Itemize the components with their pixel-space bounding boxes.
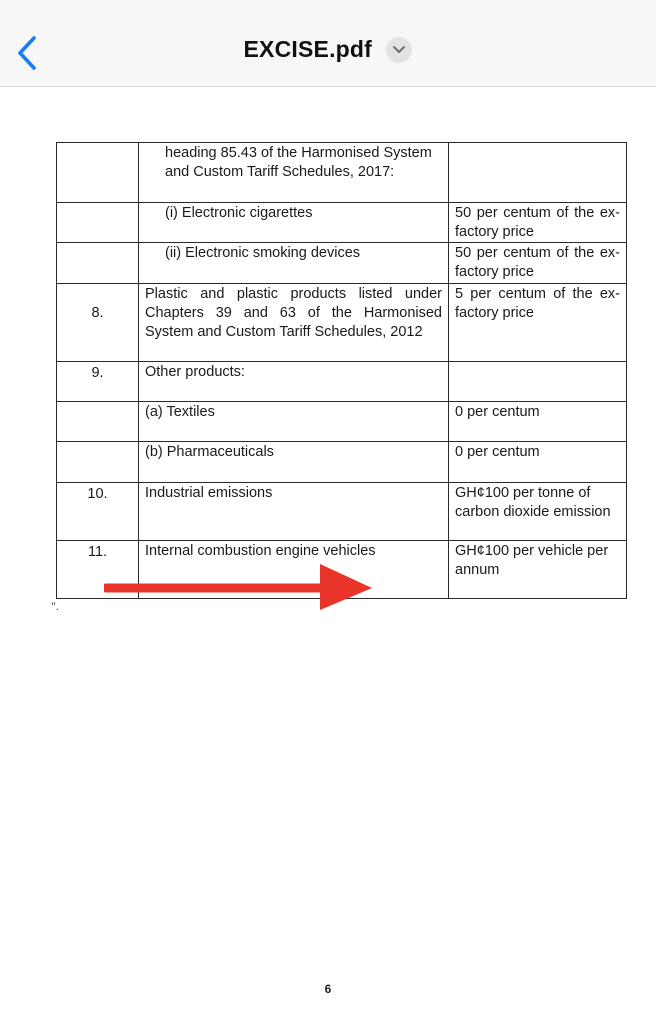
- row-rate: 0 per centum: [449, 402, 627, 442]
- row-description: (a) Textiles: [139, 402, 449, 442]
- table-row: [57, 203, 627, 243]
- row-number: 9.: [57, 362, 139, 402]
- row-rate: GH¢100 per vehicle per annum: [449, 541, 627, 599]
- row-number: [57, 402, 139, 442]
- row-description: Plastic and plastic products listed under Chapters 39 and 63 of the Harmonised System and Custom Tariff Schedules, 2012: [139, 284, 449, 362]
- chevron-down-icon: [392, 45, 406, 55]
- row-number: [57, 203, 139, 243]
- row-rate: 0 per centum: [449, 442, 627, 483]
- table-row: [57, 483, 627, 541]
- table-row: [57, 402, 627, 442]
- title-menu-button[interactable]: [386, 37, 412, 63]
- row-rate: [449, 143, 627, 203]
- row-number: [57, 143, 139, 203]
- row-description: Other products:: [139, 362, 449, 402]
- page-number: 6: [324, 982, 332, 996]
- row-rate: 5 per centum of the ex-factory price: [449, 284, 627, 362]
- row-description: (i) Electronic cigarettes: [139, 203, 449, 243]
- document-title: EXCISE.pdf: [243, 36, 373, 62]
- row-rate: GH¢100 per tonne of carbon dioxide emission: [449, 483, 627, 541]
- navigation-bar: [0, 0, 656, 87]
- row-rate: 50 per centum of the ex-factory price: [449, 243, 627, 284]
- row-number: 8.: [57, 284, 139, 362]
- row-rate: [449, 362, 627, 402]
- table-row: [57, 143, 627, 203]
- table-row: [57, 284, 627, 362]
- row-description: Internal combustion engine vehicles: [139, 541, 449, 599]
- row-description: (b) Pharmaceuticals: [139, 442, 449, 483]
- row-number: 11.: [57, 541, 139, 599]
- excise-rate-table: [56, 142, 627, 599]
- red-arrow-annotation: [104, 562, 374, 612]
- table-row: [57, 442, 627, 483]
- row-number: 10.: [57, 483, 139, 541]
- row-description: (ii) Electronic smoking devices: [139, 243, 449, 284]
- row-number: [57, 442, 139, 483]
- row-description: heading 85.43 of the Harmonised System and Custom Tariff Schedules, 2017:: [139, 143, 449, 203]
- title-wrap: [0, 36, 656, 63]
- row-number: [57, 243, 139, 284]
- table-row: [57, 243, 627, 284]
- closing-quote-mark: ".: [51, 599, 59, 613]
- row-description: Industrial emissions: [139, 483, 449, 541]
- row-rate: 50 per centum of the ex-factory price: [449, 203, 627, 243]
- table-row: [57, 362, 627, 402]
